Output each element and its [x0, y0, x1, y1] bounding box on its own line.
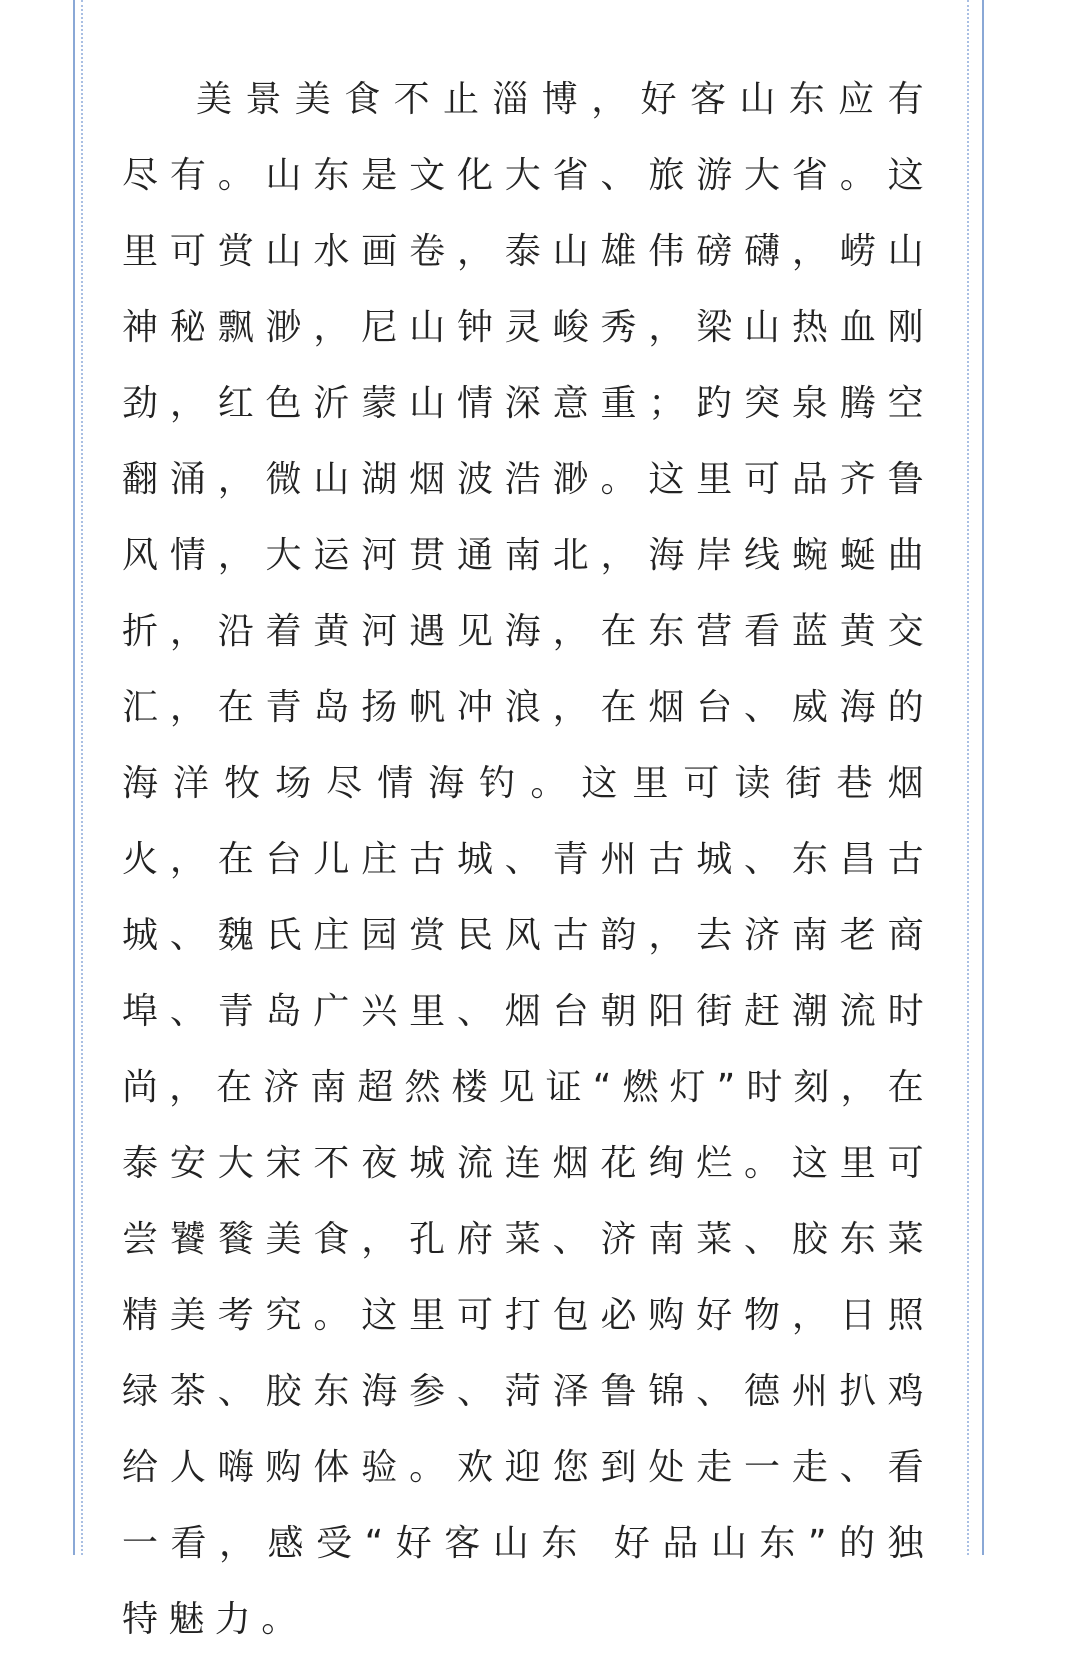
frame-border-right: [982, 0, 984, 1555]
frame-dotted-line-left: [81, 0, 83, 1555]
article-paragraph: 美景美食不止淄博，好客山东应有尽有。山东是文化大省、旅游大省。这里可赏山水画卷，泰山雄伟磅礴，崂山神秘飘渺，尼山钟灵峻秀，梁山热血刚劲，红色沂蒙山情深意重；趵突泉腾空翻涌，微山湖烟波浩渺。这里可品齐鲁风情，大运河贯通南北，海岸线蜿蜒曲折，沿着黄河遇见海，在东营看蓝黄交汇，在青岛扬帆冲浪，在烟台、威海的海洋牧场尽情海钓。这里可读街巷烟火，在台儿庄古城、青州古城、东昌古城、魏氏庄园赏民风古韵，去济南老商埠、青岛广兴里、烟台朝阳街赶潮流时尚，在济南超然楼见证“燃灯”时刻，在泰安大宋不夜城流连烟花绚烂。这里可尝饕餮美食，孔府菜、济南菜、胶东菜精美考究。这里可打包必购好物，日照绿茶、胶东海参、菏泽鲁锦、德州扒鸡给人嗨购体验。欢迎您到处走一走、看一看，感受“好客山东 好品山东”的独特魅力。: [122, 79, 934, 1640]
frame-border-left: [73, 0, 75, 1555]
frame-dotted-line-right: [967, 0, 969, 1555]
article-body: [122, 62, 934, 1658]
